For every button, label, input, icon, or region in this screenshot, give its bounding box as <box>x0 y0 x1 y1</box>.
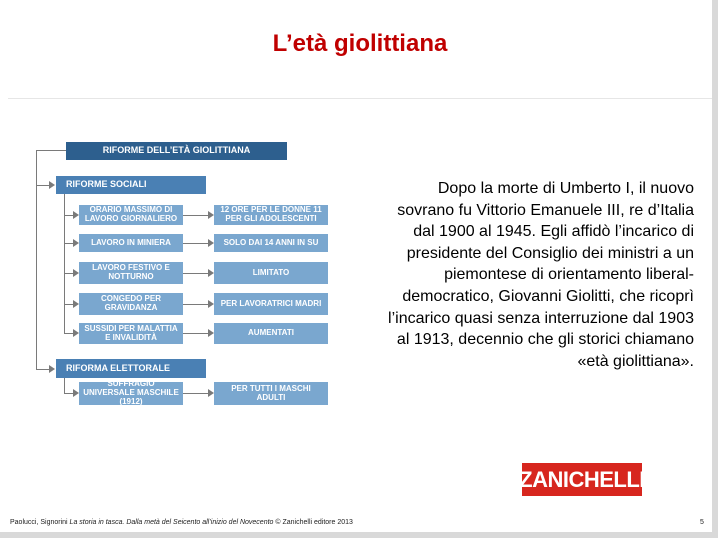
connector-pair-4 <box>183 304 209 305</box>
social-row-4-left: CONGEDO PER GRAVIDANZA <box>79 293 183 315</box>
social-row-5-right: AUMENTATI <box>214 323 328 344</box>
arrow-electoral-icon <box>49 365 55 373</box>
connector-electoral-list <box>64 378 65 393</box>
social-row-3-left: LAVORO FESTIVO E NOTTURNO <box>79 262 183 284</box>
social-reforms-box: RIFORME SOCIALI <box>56 176 206 194</box>
electoral-row-1-left: SUFFRAGIO UNIVERSALE MASCHILE (1912) <box>79 382 183 405</box>
connector-pair-2 <box>183 243 209 244</box>
electoral-reform-box: RIFORMA ELETTORALE <box>56 359 206 378</box>
connector-main <box>36 150 37 370</box>
social-row-1-right: 12 ORE PER LE DONNE 11 PER GLI ADOLESCENTI <box>214 205 328 225</box>
reform-diagram <box>30 138 340 408</box>
footer-authors: Paolucci, Signorini <box>10 519 68 526</box>
connector-root <box>36 150 66 151</box>
zanichelli-logo: ZANICHELLI <box>522 463 642 496</box>
connector-electoral <box>36 369 50 370</box>
connector-pair-3 <box>183 273 209 274</box>
footer-book-title: La storia in tasca. Dalla metà del Seicento all’inizio del Novecento <box>69 519 274 526</box>
slide-title: L’età giolittiana <box>272 30 448 57</box>
connector-social <box>36 185 50 186</box>
connector-pair-5 <box>183 333 209 334</box>
electoral-row-1-right: PER TUTTI I MASCHI ADULTI <box>214 382 328 405</box>
social-row-2-right: SOLO DAI 14 ANNI IN SU <box>214 234 328 252</box>
social-row-2-left: LAVORO IN MINIERA <box>79 234 183 252</box>
title-divider <box>8 98 712 99</box>
connector-pair-1 <box>183 215 209 216</box>
connector-pair-6 <box>183 393 209 394</box>
footer-publisher: © Zanichelli editore 2013 <box>275 519 353 526</box>
slide-body-text: Dopo la morte di Umberto I, il nuovo sovrano fu Vittorio Emanuele III, re d’Italia dal 1900 al 1945. Egli affidò l’incarico di presidente del Consiglio dei ministri a un piemontese di orientamento liberal-democratico, Giovanni Giolitti, che ricoprì l’incarico quasi senza interruzione dal 1903 al 1913, decennio che gli storici chiamano «età giolittiana». <box>388 180 694 370</box>
social-row-4-right: PER LAVORATRICI MADRI <box>214 293 328 315</box>
social-row-3-right: LIMITATO <box>214 262 328 284</box>
arrow-social-icon <box>49 181 55 189</box>
diagram-root-box: RIFORME DELL’ETÀ GIOLITTIANA <box>66 142 287 160</box>
social-row-1-left: ORARIO MASSIMO DI LAVORO GIORNALIERO <box>79 205 183 225</box>
page-number: 5 <box>700 519 704 526</box>
social-row-5-left: SUSSIDI PER MALATTIA E INVALIDITÀ <box>79 323 183 344</box>
slide-footer <box>10 519 353 526</box>
